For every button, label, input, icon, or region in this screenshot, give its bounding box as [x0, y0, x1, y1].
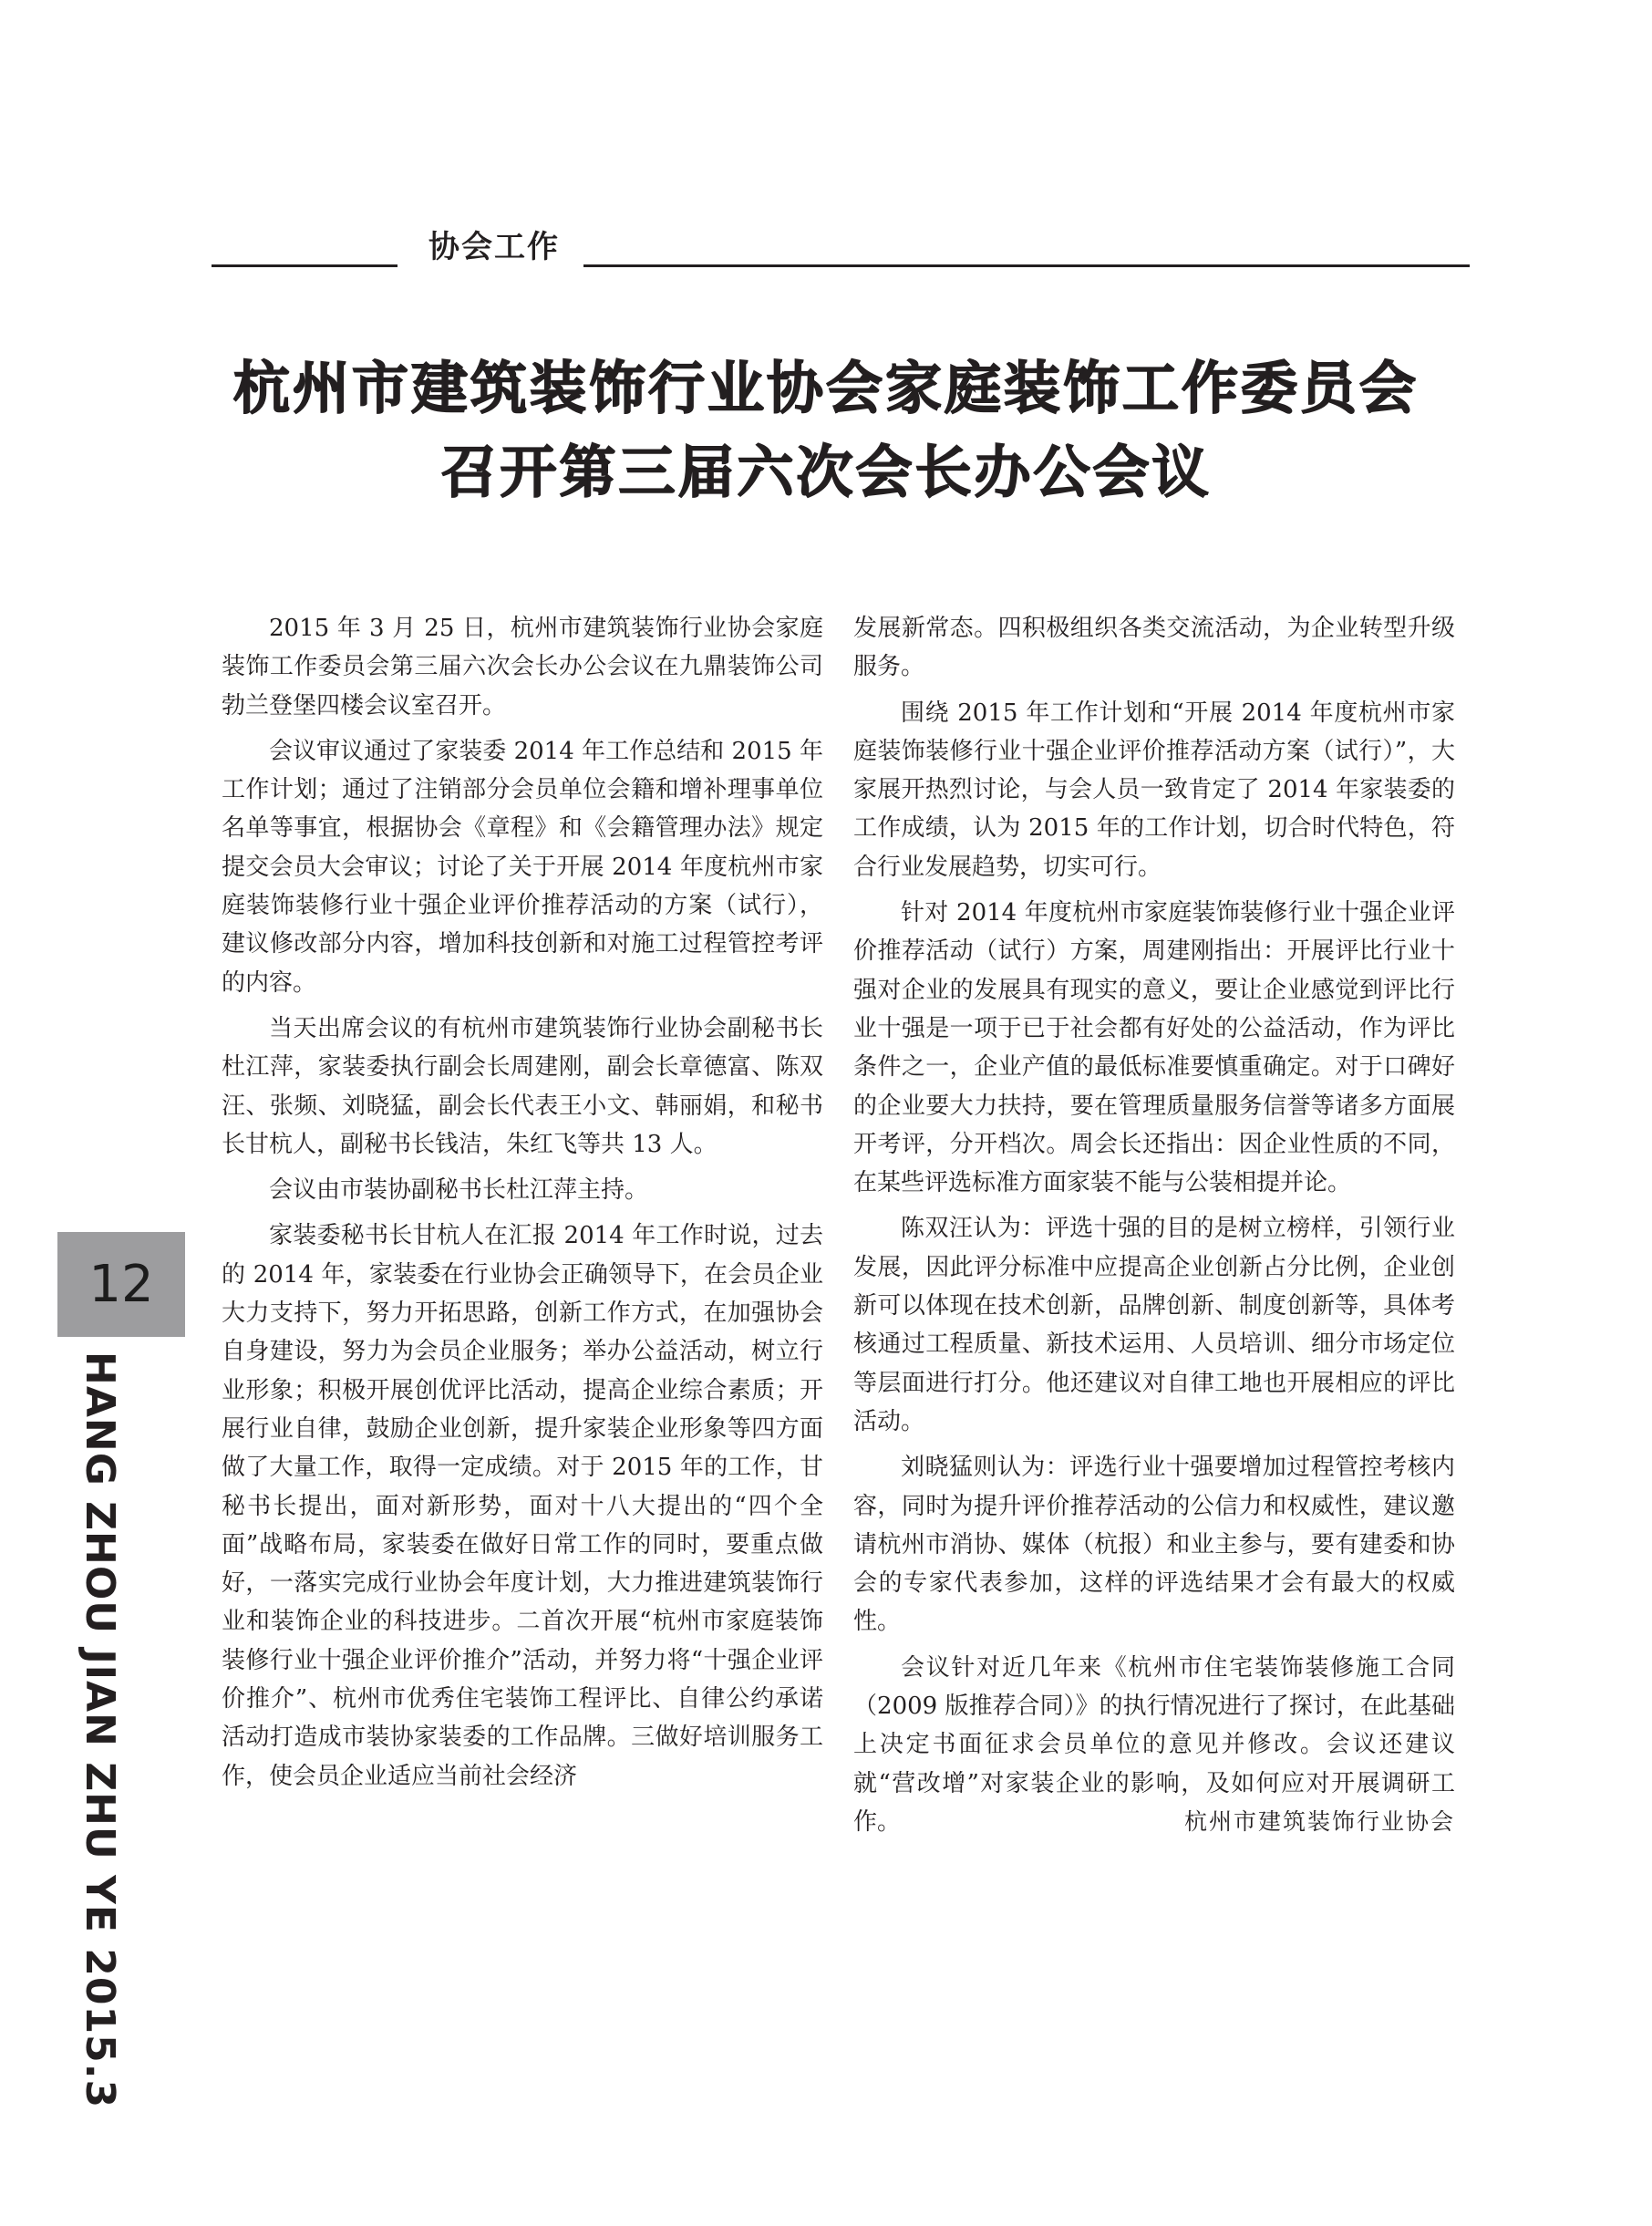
- paragraph-final: [853, 1649, 1455, 1841]
- paragraph-continued: 发展新常态。四积极组织各类交流活动，为企业转型升级服务。: [853, 615, 1455, 681]
- article-source: 杭州市建筑装饰行业协会: [1183, 1807, 1455, 1835]
- article-title-line-2: 召开第三届六次会长办公会议: [440, 439, 1212, 505]
- page-number-box: [57, 1232, 185, 1337]
- body-column-left: [222, 609, 823, 1803]
- journal-vertical-label: HANG ZHOU JIAN ZHU YE 2015.3: [77, 1351, 123, 2109]
- article-title: [182, 347, 1470, 514]
- paragraph: 家装委秘书长甘杭人在汇报 2014 年工作时说，过去的 2014 年，家装委在行业协会正确领导下，在会员企业大力支持下，努力开拓思路，创新工作方式，在加强协会自身建设，努力为会员企业服务；举办公益活动，树立行业形象；积极开展创优评比活动，提高企业综合素质；开展行业自律，鼓励企业创新，提升家装企业形象等四方面做了大量工作，取得一定成绩。对于 2015 年的工作，甘秘书长提出，面对新形势，面对十八大提出的“四个全面”战略布局，家装委在做好日常工作的同时，要重点做好，一落实完成行业协会年度计划，大力推进建筑装饰行业和装饰企业的科技进步。二首次开展“杭州市家庭装饰装修行业十强企业评价推介”活动，并努力将“十强企业评价推介”、杭州市优秀住宅装饰工程评比、自律公约承诺活动打造成市装协家装委的工作品牌。三做好培训服务工作，使会员企业适应当前社会经济: [222, 1222, 823, 1790]
- last-paragraph-text: 会议针对近几年来《杭州市住宅装饰装修施工合同（2009 版推荐合同）》的执行情况进行了探讨，在此基础上决定书面征求会员单位的意见并修改。会议还建议就“营改增”对家装企业的影响，及如何应对开展调研工作。: [853, 1653, 1455, 1836]
- body-column-right: [853, 609, 1455, 1848]
- paragraph: 2015 年 3 月 25 日，杭州市建筑装饰行业协会家庭装饰工作委员会第三届六次会长办公会议在九鼎装饰公司勃兰登堡四楼会议室召开。: [222, 615, 823, 720]
- paragraph: 当天出席会议的有杭州市建筑装饰行业协会副秘书长杜江萍，家装委执行副会长周建刚，副会长章德富、陈双汪、张频、刘晓猛，副会长代表王小文、韩丽娟，和秘书长甘杭人，副秘书长钱洁，朱红飞等共 13 人。: [222, 1014, 823, 1158]
- page-number: 12: [88, 1255, 154, 1314]
- header-rule-right: [583, 264, 1470, 267]
- paragraph: 陈双汪认为：评选十强的目的是树立榜样，引领行业发展，因此评分标准中应提高企业创新占分比例，企业创新可以体现在技术创新，品牌创新、制度创新等，具体考核通过工程质量、新技术运用、人员培训、细分市场定位等层面进行打分。他还建议对自律工地也开展相应的评比活动。: [853, 1215, 1455, 1435]
- header-rule-left: [212, 264, 398, 267]
- section-header: [212, 224, 1470, 270]
- paragraph: 围绕 2015 年工作计划和“开展 2014 年度杭州市家庭装饰装修行业十强企业评价推荐活动方案（试行）”，大家展开热烈讨论，与会人员一致肯定了 2014 年家装委的工作成绩，认为 2015 年的工作计划，切合时代特色，符合行业发展趋势，切实可行。: [853, 699, 1455, 881]
- section-label: 协会工作: [428, 229, 560, 265]
- paragraph: 刘晓猛则认为：评选行业十强要增加过程管控考核内容，同时为提升评价推荐活动的公信力和权威性，建议邀请杭州市消协、媒体（杭报）和业主参与，要有建委和协会的专家代表参加，这样的评选结果才会有最大的权威性。: [853, 1454, 1455, 1636]
- paragraph: 会议审议通过了家装委 2014 年工作总结和 2015 年工作计划；通过了注销部分会员单位会籍和增补理事单位名单等事宜，根据协会《章程》和《会籍管理办法》规定提交会员大会审议；讨论了关于开展 2014 年度杭州市家庭装饰装修行业十强企业评价推荐活动的方案（试行），建议修改部分内容，增加科技创新和对施工过程管控考评的内容。: [222, 737, 823, 997]
- paragraph: 会议由市装协副秘书长杜江萍主持。: [269, 1176, 649, 1205]
- article-title-line-1: 杭州市建筑装饰行业协会家庭装饰工作委员会: [232, 355, 1419, 421]
- paragraph: 针对 2014 年度杭州市家庭装饰装修行业十强企业评价推荐活动（试行）方案，周建刚指出：开展评比行业十强对企业的发展具有现实的意义，要让企业感觉到评比行业十强是一项于已于社会都有好处的公益活动，作为评比条件之一，企业产值的最低标准要慎重确定。对于口碑好的企业要大力扶持，要在管理质量服务信誉等诸多方面展开考评，分开档次。周会长还指出：因企业性质的不同，在某些评选标准方面家装不能与公装相提并论。: [853, 899, 1455, 1197]
